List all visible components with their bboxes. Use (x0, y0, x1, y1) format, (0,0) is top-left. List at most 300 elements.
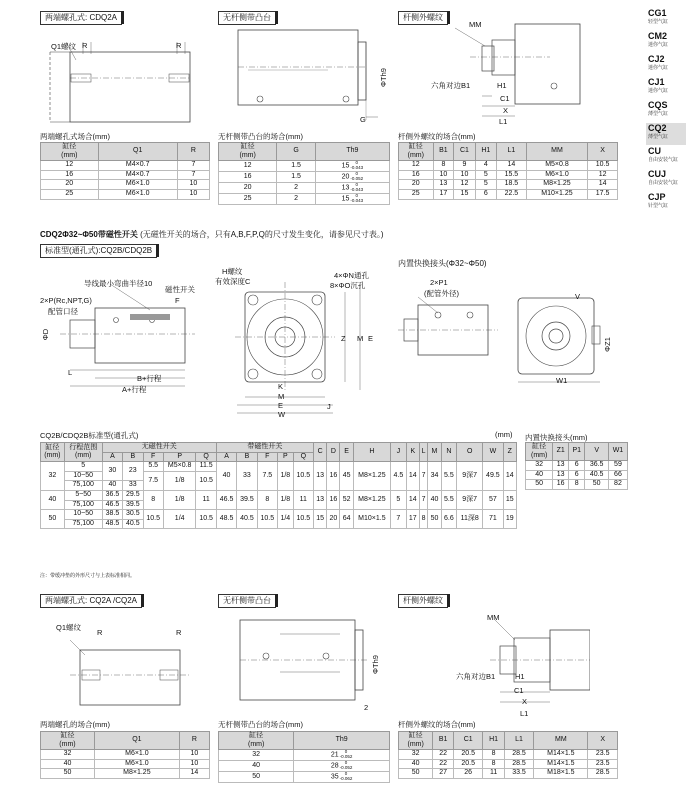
table-cell: 40 (428, 490, 441, 509)
table-cell: 27 (433, 769, 454, 779)
table-cell: 10.5 (196, 471, 216, 490)
table-cell: M8×1.25 (526, 180, 587, 190)
column-header: MM (534, 732, 588, 750)
column-header: F (143, 452, 163, 462)
label-port: 2×P(Rc,NPT,G) (40, 296, 92, 305)
column-header: 缸径 (mm) (399, 143, 434, 161)
table-cell: M14×1.5 (534, 759, 588, 769)
table-cell: 10.5 (293, 510, 313, 529)
table-cell: 2 (277, 194, 315, 205)
table-cell: 40 (526, 470, 553, 480)
table-cell: 19 (503, 510, 516, 529)
table-cell: 13 (314, 490, 327, 509)
column-header: G (277, 143, 315, 161)
tab-rod-end-male-thread[interactable]: 杆侧外螺纹 (398, 11, 448, 25)
table-cell: 75,100 (64, 500, 102, 510)
table-cell: 33 (123, 481, 143, 491)
sidebar-code: CM2 (648, 31, 668, 41)
table-cell: 11 (483, 769, 504, 779)
table-cell: 39.5 (123, 500, 143, 510)
table-cell: 50 (399, 769, 433, 779)
table-cell: 14 (406, 462, 419, 491)
table-cell: 20 0 -0.052 (315, 172, 389, 183)
sidebar-desc: 薄型气缸 (648, 111, 669, 117)
table-cell: 6 (569, 470, 585, 480)
table-cell: 15 0 -0.043 (315, 194, 389, 205)
table-cell: M6×1.0 (94, 750, 179, 760)
table-cell: 22.5 (497, 189, 527, 199)
table-cell: 28.5 (588, 769, 618, 779)
caption-boss-bottom: 无杆侧带凸台的场合(mm) (218, 720, 303, 729)
column-header: 缸径 (mm) (41, 443, 65, 462)
label-q1-thread: Q1螺纹 (51, 42, 77, 51)
table-cell: M8×1.25 (353, 462, 390, 491)
table-cell: 20 (399, 180, 434, 190)
label-w1: W1 (556, 376, 568, 385)
table-cell: 7.5 (143, 471, 163, 490)
table-cell: 32 (219, 750, 294, 761)
table-cell: 1/8 (278, 490, 294, 509)
tolerance: 0 -0.062 (339, 771, 353, 781)
table-cell: 49.5 (483, 462, 503, 491)
table-row (526, 470, 628, 480)
sidebar-desc: 薄型气缸 (648, 134, 669, 140)
table-cell: 1/8 (163, 471, 196, 490)
footnote: 注：带缓冲垫的外形尺寸与上表标准相同。 (40, 573, 136, 579)
table-cell: 16 (219, 172, 277, 183)
label-h1-bottom: H1 (515, 672, 525, 681)
label-p1: 2×P1 (430, 278, 448, 287)
label-th9: ΦTh9 (378, 68, 388, 87)
table-cell: 1/8 (278, 462, 294, 491)
table-cell: 40 (41, 759, 95, 769)
tab-tapped-bottom[interactable]: 两端螺孔式: CQ2A /CQ2A (40, 594, 142, 608)
column-header: 缸径 (mm) (41, 143, 99, 161)
column-header: 缸径 (mm) (219, 732, 294, 750)
tolerance: 0 -0.043 (350, 182, 364, 192)
label-c1: C1 (500, 94, 510, 103)
table-cell: 10 (179, 750, 209, 760)
sidebar-desc: 轻型气缸 (648, 19, 669, 25)
label-g: G (360, 115, 366, 124)
column-header: B1 (433, 143, 454, 161)
table-cell: 20.5 (453, 750, 483, 760)
table-cell: 1.5 (277, 172, 315, 183)
caption-tapped: 两端螺孔式场合(mm) (40, 132, 110, 141)
sidebar-code: CJP (648, 192, 666, 202)
column-header: 带磁性开关 (216, 443, 313, 453)
label-p1-od: (配管外径) (424, 289, 459, 298)
table-cell: 50 (41, 769, 95, 779)
table-row (399, 189, 618, 199)
table-row (41, 769, 210, 779)
table-cell: 15 (503, 490, 516, 509)
sidebar-item-cqs[interactable] (646, 100, 686, 123)
column-header: C (314, 443, 327, 462)
table-row (399, 180, 618, 190)
sidebar-item-cj2[interactable] (646, 54, 686, 77)
table-cell: 4.5 (391, 462, 407, 491)
table-cell: 15 0 -0.043 (315, 161, 389, 172)
table-cell: 8 (143, 490, 163, 509)
table-cell: 1.5 (277, 161, 315, 172)
tab-boss-head-side[interactable]: 无杆侧带凸台 (218, 11, 276, 25)
table-cell: 9深7 (457, 462, 483, 491)
table-row (219, 183, 390, 194)
table-cell: M6×1.0 (526, 170, 587, 180)
table-cell: 66 (608, 470, 627, 480)
table-cell: 7 (177, 161, 209, 171)
label-x: X (503, 106, 509, 115)
main-table-unit: (mm) (495, 430, 513, 439)
tolerance: 0 -0.052 (339, 749, 353, 759)
table-cell: 10.5 (143, 510, 163, 529)
table-cell: 45 (340, 462, 353, 491)
table-cell: 46.5 (102, 500, 122, 510)
table-cell: 2 (277, 183, 315, 194)
table-cell: 9深7 (457, 490, 483, 509)
table-cell: 28 0 -0.052 (294, 761, 390, 772)
table-cell: 9 (454, 161, 475, 171)
label-l1-bottom: L1 (520, 709, 529, 718)
table-cell: 50 (41, 510, 65, 529)
column-header: 缸径 (mm) (399, 732, 433, 750)
table-cell: M8×1.25 (94, 769, 179, 779)
table-row (219, 194, 390, 205)
table-cell: 39.5 (237, 490, 257, 509)
table-row (41, 170, 210, 180)
sidebar-code: CJ2 (648, 54, 665, 64)
sidebar-item-cjp[interactable] (646, 192, 686, 215)
sidebar-code: CQ2 (648, 123, 667, 133)
table-row (41, 750, 210, 760)
sidebar-item-cj1[interactable] (646, 77, 686, 100)
table-cell: 75,100 (64, 481, 102, 491)
sidebar-code: CQS (648, 100, 668, 110)
column-header: B (123, 452, 143, 462)
table-cell: 36.5 (102, 490, 122, 500)
table-cell: M6×1.0 (94, 759, 179, 769)
section-heading: CDQ2Φ32~Φ50带磁性开关 (无磁性开关的场合，只有A,B,F,P,Q的尺寸发生变化，请参见尺寸表。) (40, 230, 384, 239)
table-top-male-thread (398, 142, 618, 200)
table-cell: M10×1.25 (526, 189, 587, 199)
table-cell: 14 (503, 462, 516, 491)
label-w: W (278, 410, 286, 419)
table-cell: 30 (102, 462, 122, 481)
label-r-bottom-right: R (176, 628, 182, 637)
table-cell: 52 (340, 490, 353, 509)
table-cell: 1/4 (163, 510, 196, 529)
table-row (41, 161, 210, 171)
table-cell: 7 (419, 490, 427, 509)
tab-boss-bottom[interactable]: 无杆侧带凸台 (218, 594, 276, 608)
table-top-boss (218, 142, 390, 205)
table-cell: M5×0.8 (526, 161, 587, 171)
table-cell: 17 (433, 189, 454, 199)
column-header: B (237, 452, 257, 462)
table-row (399, 759, 618, 769)
label-mm-bottom: MM (487, 613, 500, 622)
label-mag-switch: 磁性开关 (165, 285, 195, 294)
table-row (41, 490, 517, 500)
table-cell: 28.5 (504, 750, 534, 760)
table-cell: 10.5 (588, 161, 618, 171)
table-cell: M10×1.5 (353, 510, 390, 529)
label-m-bottom: M (278, 392, 285, 401)
sidebar-item-cm2[interactable] (646, 31, 686, 54)
column-header: A (216, 452, 236, 462)
table-cell: 1/8 (163, 490, 196, 509)
table-cell: 4 (475, 161, 496, 171)
table-cell: 64 (340, 510, 353, 529)
table-cell: 5 (475, 170, 496, 180)
column-header: L (419, 443, 427, 462)
table-cell: 6.6 (441, 510, 457, 529)
label-th9-bottom: ΦTh9 (370, 655, 380, 674)
table-cell: 38.5 (102, 510, 122, 520)
table-cell: 33.5 (504, 769, 534, 779)
table-row (41, 189, 210, 199)
table-cell: 15 (314, 510, 327, 529)
table-row (219, 772, 390, 783)
table-row (526, 461, 628, 471)
column-header: W (483, 443, 503, 462)
table-cell: 32 (526, 461, 553, 471)
tolerance: 0 -0.052 (339, 760, 353, 770)
table-cell: 28.5 (504, 759, 534, 769)
column-header: F (257, 452, 277, 462)
label-f: F (175, 296, 180, 305)
table-cell: 5.5 (143, 462, 163, 472)
column-header: P (278, 452, 294, 462)
table-cell: 34 (428, 462, 441, 491)
sidebar-desc: 自由安装气缸 (648, 157, 679, 163)
column-header: R (179, 732, 209, 750)
quick-table-caption: 内置快换接头(mm) (525, 433, 588, 442)
table-row (399, 750, 618, 760)
sidebar-code: CU (648, 146, 661, 156)
table-cell: 40 (102, 481, 122, 491)
table-row (219, 161, 390, 172)
sidebar-desc: 自由安装气缸 (648, 180, 679, 186)
column-header: O (457, 443, 483, 462)
sidebar-desc: 迷你气缸 (648, 65, 669, 71)
table-row (219, 172, 390, 183)
column-header: L1 (504, 732, 534, 750)
column-header: M (428, 443, 441, 462)
table-cell: 40.5 (237, 510, 257, 529)
table-cell: 20 (41, 180, 99, 190)
table-cell: 40 (41, 490, 65, 509)
label-r-right: R (176, 41, 182, 50)
drawing-quick-front (512, 290, 612, 390)
table-cell: 20.5 (453, 759, 483, 769)
sidebar-desc: 迷你气缸 (648, 42, 669, 48)
table-cell: M4×0.7 (98, 170, 177, 180)
column-header: R (177, 143, 209, 161)
table-cell: 1/4 (278, 510, 294, 529)
label-k: K (278, 382, 284, 391)
table-cell: 5~50 (64, 490, 102, 500)
table-cell: 5 (391, 490, 407, 509)
label-h-depth: 有效深度C (215, 277, 251, 286)
table-cell: 10~50 (64, 510, 102, 520)
sidebar-item-cg1[interactable] (646, 8, 686, 31)
table-cell: 6 (475, 189, 496, 199)
label-d: ΦD (41, 328, 51, 341)
table-row (219, 761, 390, 772)
table-cell: 10.5 (196, 510, 216, 529)
table-cell: 5.5 (441, 462, 457, 491)
table-cell: 7.5 (257, 462, 277, 491)
column-header: X (588, 732, 618, 750)
table-cell: 48.5 (216, 510, 236, 529)
caption-tapped-bottom: 两端螺孔的场合(mm) (40, 720, 110, 729)
column-header: X (588, 143, 618, 161)
label-z: Z (341, 334, 346, 343)
table-cell: M6×1.0 (98, 189, 177, 199)
column-header: 缸径 (mm) (219, 143, 277, 161)
table-cell: 40 (219, 761, 294, 772)
label-h-thread: H螺纹 (222, 267, 243, 276)
column-header: C1 (453, 732, 483, 750)
table-bottom-male (398, 731, 618, 779)
table-cell: 16 (327, 490, 340, 509)
tab-tapped-both-ends[interactable]: 两端螺孔式: CDQ2A (40, 11, 122, 25)
label-l: L (68, 368, 73, 377)
table-cell: 25 (219, 194, 277, 205)
sidebar-item-cq2[interactable] (646, 123, 686, 146)
table-cell: M18×1.5 (534, 769, 588, 779)
table-cell: 8 (433, 161, 454, 171)
table-cell: 50 (219, 772, 294, 783)
table-cell: 40 (399, 759, 433, 769)
column-header: H1 (483, 732, 504, 750)
label-o-counterbore: 8×ΦO沉孔 (330, 281, 366, 290)
sidebar-desc: 针型气缸 (648, 203, 669, 209)
column-header: B1 (433, 732, 454, 750)
label-e-bottom: E (278, 401, 284, 410)
table-cell: 13 (433, 180, 454, 190)
table-bottom-tapped (40, 731, 210, 779)
tab-male-bottom[interactable]: 杆侧外螺纹 (398, 594, 448, 608)
table-cell: 18.5 (497, 180, 527, 190)
table-cell: 57 (483, 490, 503, 509)
table-cell: 32 (41, 750, 95, 760)
sidebar-code: CG1 (648, 8, 667, 18)
caption-male-bottom: 杆侧外螺纹的场合(mm) (398, 720, 476, 729)
table-cell: 11 (293, 490, 313, 509)
label-l1: L1 (499, 117, 508, 126)
label-mm: MM (469, 20, 482, 29)
drawing-male-bottom (440, 610, 590, 710)
table-cell: 8 (483, 759, 504, 769)
column-header: MM (526, 143, 587, 161)
column-header: H1 (475, 143, 496, 161)
sidebar-desc: 迷你气缸 (648, 88, 669, 94)
caption-male-thread: 杆侧外螺纹的场合(mm) (398, 132, 476, 141)
table-cell: 6 (569, 461, 585, 471)
table-row (41, 759, 210, 769)
label-c1-bottom: C1 (514, 686, 524, 695)
table-cell: 7 (391, 510, 407, 529)
table-cell: 12 (454, 180, 475, 190)
table-top-tapped (40, 142, 210, 200)
table-cell: 12 (219, 161, 277, 172)
sidebar-item-cuj[interactable] (646, 169, 686, 192)
table-cell: 71 (483, 510, 503, 529)
table-cell: 40 (216, 462, 236, 491)
table-cell: 13 (553, 461, 569, 471)
tolerance: 0 -0.052 (350, 171, 364, 181)
table-cell: 32 (41, 462, 65, 491)
table-cell: 16 (327, 462, 340, 491)
label-m-right: M (357, 334, 364, 343)
label-e-right: E (368, 334, 374, 343)
table-cell: 23 (123, 462, 143, 481)
label-j: J (327, 402, 331, 411)
column-header: N (441, 443, 457, 462)
table-cell: 14 (406, 490, 419, 509)
label-q1-bottom: Q1螺纹 (56, 623, 82, 632)
column-header: Th9 (315, 143, 389, 161)
table-cell: 7 (419, 462, 427, 491)
table-cell: 10.5 (293, 462, 313, 491)
table-cell: 25 (41, 189, 99, 199)
label-hex-bottom: 六角对边B1 (456, 672, 496, 681)
column-header: D (327, 443, 340, 462)
table-main-dimensions (40, 442, 517, 529)
table-cell: 13 (553, 470, 569, 480)
table-cell: 10 (454, 170, 475, 180)
label-x-bottom: X (522, 697, 528, 706)
table-cell: 25 (399, 189, 434, 199)
label-v: V (575, 292, 581, 301)
tab-standard-through-hole[interactable]: 标准型(通孔式):CQ2B/CDQ2B (40, 244, 157, 258)
table-cell: 10 (179, 759, 209, 769)
table-cell: 8 (257, 490, 277, 509)
series-sidebar (646, 8, 686, 215)
main-table-caption: CQ2B/CDQ2B标准型(通孔式) (40, 431, 139, 440)
table-cell: 11 (196, 490, 216, 509)
table-cell: 29.5 (123, 490, 143, 500)
label-h1: H1 (497, 81, 507, 90)
column-header: C1 (454, 143, 475, 161)
table-cell: 10.5 (257, 510, 277, 529)
table-cell: 12 (588, 170, 618, 180)
tolerance: 0 -0.043 (350, 160, 364, 170)
column-header: P1 (569, 443, 585, 461)
sidebar-item-cu[interactable] (646, 146, 686, 169)
table-cell: 12 (41, 161, 99, 171)
table-row (41, 510, 517, 520)
table-cell: 36.5 (585, 461, 608, 471)
table-cell: 5.5 (441, 490, 457, 509)
table-cell: 23.5 (588, 759, 618, 769)
table-cell: 8 (569, 480, 585, 490)
table-cell: 21 0 -0.052 (294, 750, 390, 761)
table-cell: 48.5 (102, 519, 122, 529)
table-bottom-boss (218, 731, 390, 783)
table-cell: 16 (399, 170, 434, 180)
table-cell: 13 0 -0.043 (315, 183, 389, 194)
table-row (41, 462, 517, 472)
table-cell: 32 (399, 750, 433, 760)
sidebar-code: CJ1 (648, 77, 665, 87)
table-cell: 10 (177, 180, 209, 190)
table-cell: 10 (177, 189, 209, 199)
column-header: P (163, 452, 196, 462)
